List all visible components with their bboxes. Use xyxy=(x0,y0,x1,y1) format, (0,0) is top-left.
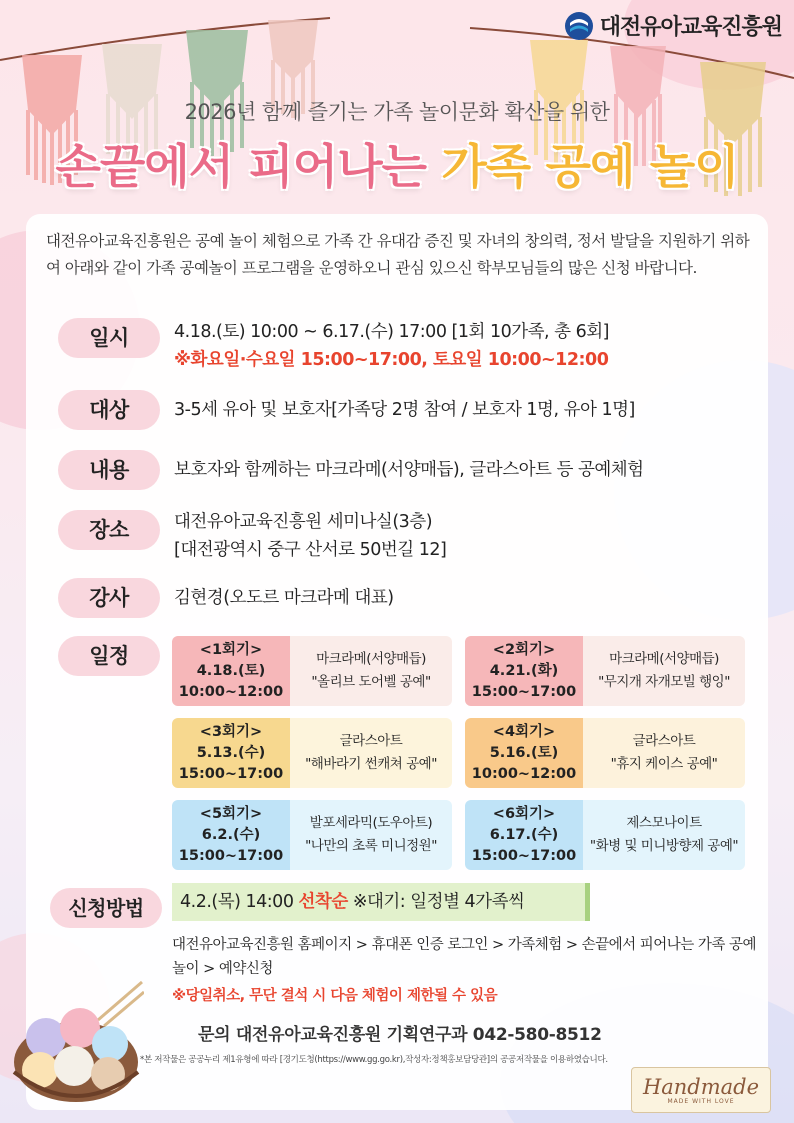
session-datetime xyxy=(172,718,290,788)
session-title: "휴지 케이스 공예" xyxy=(610,756,718,772)
session-title: "나만의 초록 미니정원" xyxy=(305,838,437,854)
place-value xyxy=(174,508,446,564)
session-content xyxy=(583,718,745,788)
session-time: 15:00~17:00 xyxy=(178,847,284,864)
session-content xyxy=(290,636,452,706)
handmade-badge xyxy=(631,1067,771,1113)
session-time: 15:00~17:00 xyxy=(471,683,577,700)
session-date: 6.2.(수) xyxy=(201,826,261,843)
apply-wait: ※대기: 일정별 4가족씩 xyxy=(352,892,525,912)
organization-logo xyxy=(564,10,782,41)
session-time: 10:00~12:00 xyxy=(178,683,284,700)
session-number: <3회기> xyxy=(199,723,263,740)
session-date: 4.21.(화) xyxy=(489,662,559,679)
apply-path: 대전유아교육진흥원 홈페이지 > 휴대폰 인증 로그인 > 가족체험 > 손끝에서 피어나는 가족 공예 놀이 > 예약신청 xyxy=(172,937,757,977)
content-value: 보호자와 함께하는 마크라메(서양매듭), 글라스아트 등 공예체험 xyxy=(174,460,644,480)
logo-mark-icon xyxy=(564,11,594,41)
session-datetime xyxy=(465,718,583,788)
session-kind: 마크라메(서양매듭) xyxy=(609,651,719,667)
session-card xyxy=(172,718,452,788)
session-title: "해바라기 썬캐쳐 공예" xyxy=(305,756,437,772)
date-range: 4.18.(토) 10:00 ~ 6.17.(수) 17:00 [1회 10가족, 총 6회] xyxy=(174,322,609,342)
session-title: "화병 및 미니방향제 공예" xyxy=(589,838,739,854)
session-time: 10:00~12:00 xyxy=(471,765,577,782)
session-content xyxy=(583,636,745,706)
label-target: 대상 xyxy=(58,390,160,430)
session-number: <5회기> xyxy=(199,805,263,822)
session-date: 6.17.(수) xyxy=(489,826,559,843)
session-card xyxy=(465,636,745,706)
session-datetime xyxy=(465,636,583,706)
title-part-yellow: 가족 공예 놀이 xyxy=(441,140,739,195)
session-card xyxy=(465,718,745,788)
target-value: 3-5세 유아 및 보호자[가족당 2명 참여 / 보호자 1명, 유아 1명] xyxy=(174,400,635,420)
session-datetime xyxy=(172,800,290,870)
label-schedule: 일정 xyxy=(58,636,160,676)
yarn-basket-icon xyxy=(8,980,144,1106)
session-kind: 제스모나이트 xyxy=(626,815,702,831)
date-note: ※화요일·수요일 15:00~17:00, 토요일 10:00~12:00 xyxy=(174,350,609,370)
page-title xyxy=(0,130,794,197)
session-kind: 마크라메(서양매듭) xyxy=(316,651,426,667)
session-card xyxy=(465,800,745,870)
page-subtitle: 2026년 함께 즐기는 가족 놀이문화 확산을 위한 xyxy=(184,100,610,124)
label-content: 내용 xyxy=(58,450,160,490)
organization-name: 대전유아교육진흥원 xyxy=(599,15,782,40)
session-kind: 발포세라믹(도우아트) xyxy=(309,815,433,831)
session-datetime xyxy=(172,636,290,706)
apply-info xyxy=(172,883,590,921)
apply-date: 4.2.(목) 14:00 xyxy=(180,892,294,912)
title-part-pink: 손끝에서 피어나는 xyxy=(55,140,427,195)
session-content xyxy=(290,718,452,788)
session-datetime xyxy=(465,800,583,870)
session-title: "올리브 도어벨 공예" xyxy=(311,674,431,690)
session-number: <1회기> xyxy=(199,641,263,658)
place-address: [대전광역시 중구 산서로 50번길 12] xyxy=(174,540,447,560)
session-content xyxy=(290,800,452,870)
session-number: <6회기> xyxy=(492,805,556,822)
session-time: 15:00~17:00 xyxy=(178,765,284,782)
session-number: <4회기> xyxy=(492,723,556,740)
session-date: 5.16.(토) xyxy=(489,744,559,761)
teacher-value: 김현경(오도르 마크라메 대표) xyxy=(174,588,394,608)
cancel-warning: ※당일취소, 무단 결석 시 다음 체험이 제한될 수 있음 xyxy=(172,988,498,1004)
session-content xyxy=(583,800,745,870)
apply-first-come: 선착순 xyxy=(298,892,348,912)
session-card xyxy=(172,800,452,870)
label-teacher: 강사 xyxy=(58,578,160,618)
intro-paragraph: 대전유아교육진흥원은 공예 놀이 체험으로 가족 간 유대감 증진 및 자녀의 창의력, 정서 발달을 지원하기 위하여 아래와 같이 가족 공예놀이 프로그램을 운영하오니 관심 있으신 학부모님들의 많은 신청 바랍니다. xyxy=(46,232,750,277)
session-time: 15:00~17:00 xyxy=(471,847,577,864)
session-kind: 글라스아트 xyxy=(339,733,403,749)
session-kind: 글라스아트 xyxy=(632,733,696,749)
place-name: 대전유아교육진흥원 세미나실(3층) xyxy=(174,512,433,532)
copyright-notice: *본 저작물은 공공누리 제1유형에 따라 [경기도청(https://www.gg.go.kr),작성자:정책홍보담당관]의 공공저작물을 이용하였습니다. xyxy=(140,1055,608,1065)
badge-small-text: MADE WITH LOVE xyxy=(667,1097,735,1105)
session-number: <2회기> xyxy=(492,641,556,658)
label-apply: 신청방법 xyxy=(50,888,162,928)
session-date: 4.18.(토) xyxy=(196,662,266,679)
session-date: 5.13.(수) xyxy=(196,744,266,761)
label-date: 일시 xyxy=(58,318,160,358)
label-place: 장소 xyxy=(58,510,160,550)
contact-info: 문의 대전유아교육진흥원 기획연구과 042-580-8512 xyxy=(198,1025,602,1045)
session-title: "무지개 자개모빌 행잉" xyxy=(598,674,730,690)
badge-script: Handmade xyxy=(642,1074,760,1099)
session-card xyxy=(172,636,452,706)
date-value xyxy=(174,318,609,374)
